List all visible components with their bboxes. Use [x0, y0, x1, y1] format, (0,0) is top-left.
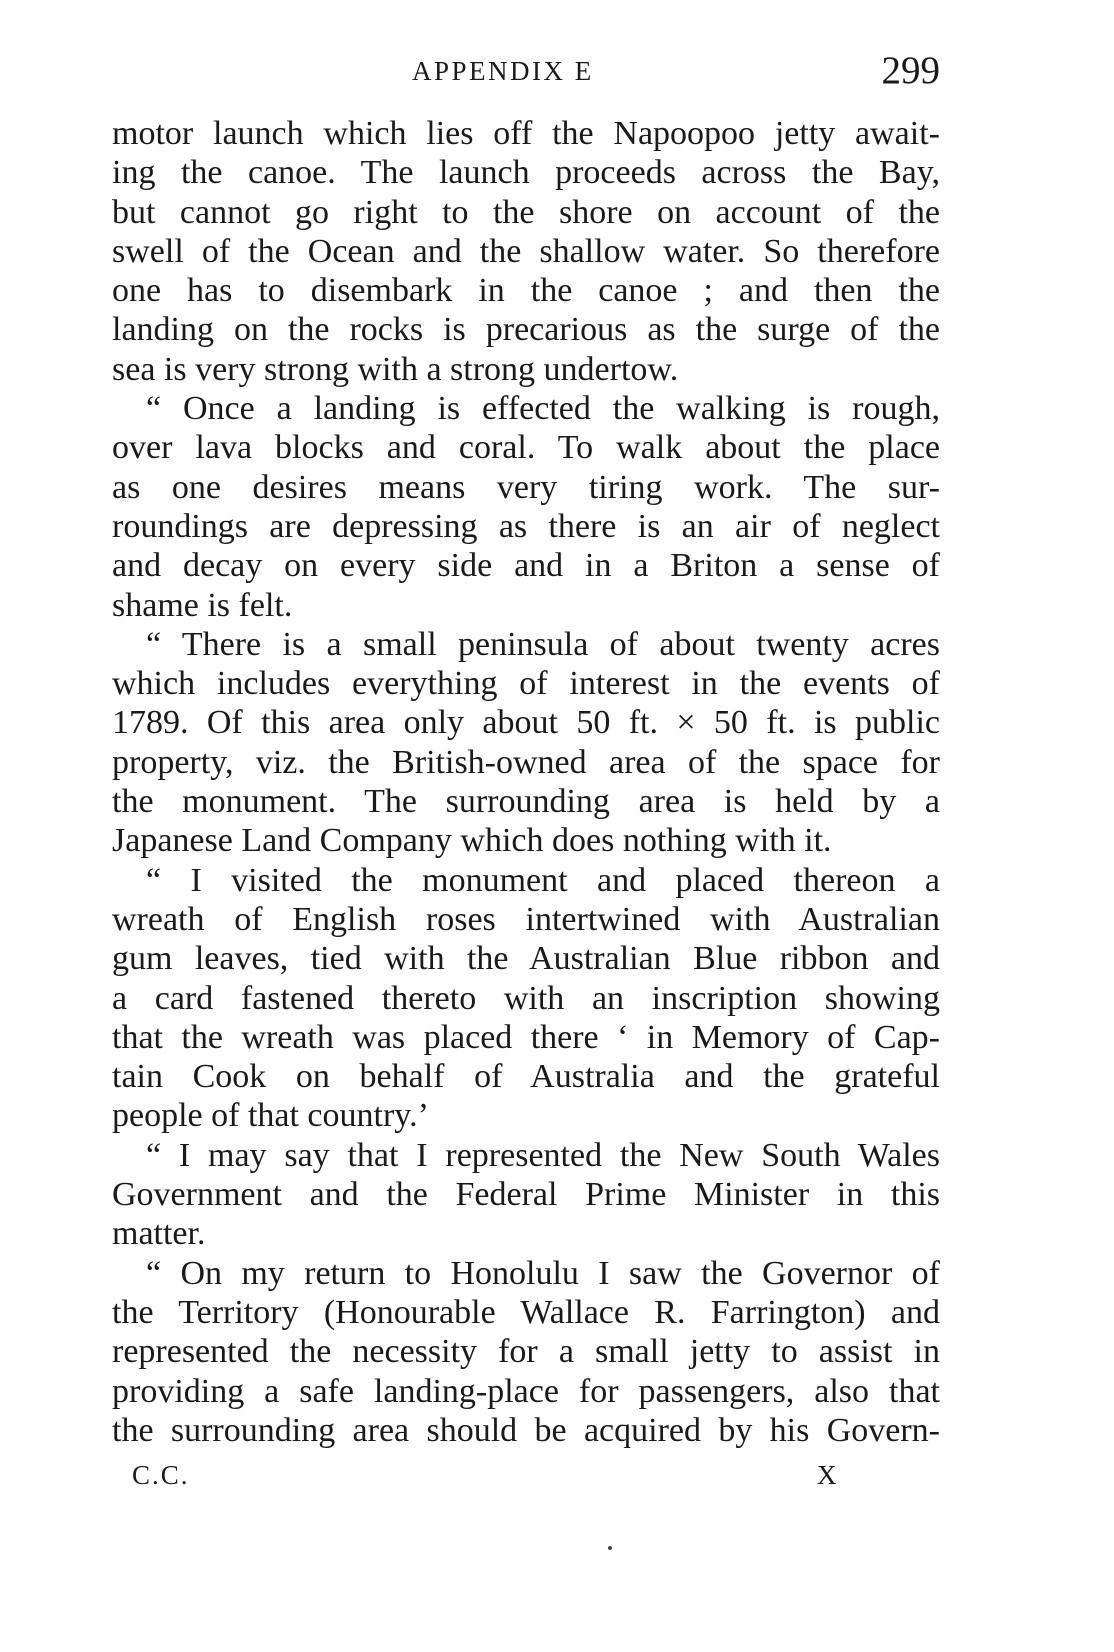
- text-line: the monument. The surrounding area is held by a: [112, 783, 940, 821]
- running-head-title: APPENDIX E: [412, 56, 594, 86]
- body-text: [112, 114, 940, 1450]
- signature-mark: C.C.: [132, 1460, 190, 1490]
- print-speck: [608, 1546, 612, 1550]
- text-line: wreath of English roses intertwined with Australian: [112, 900, 940, 938]
- text-line: Japanese Land Company which does nothing with it.: [112, 822, 832, 860]
- text-line: tain Cook on behalf of Australia and the grateful: [112, 1058, 940, 1096]
- text-line: a card fastened thereto with an inscription showing: [112, 979, 940, 1017]
- text-line: but cannot go right to the shore on account of the: [112, 193, 940, 231]
- text-line: “ I visited the monument and placed thereon a: [146, 861, 940, 899]
- text-line: 1789. Of this area only about 50 ft. × 50 ft. is public: [112, 704, 940, 742]
- running-head: [112, 49, 940, 102]
- text-line: as one desires means very tiring work. The sur-: [112, 468, 940, 506]
- text-line: “ On my return to Honolulu I saw the Governor of: [146, 1254, 940, 1292]
- text-line: gum leaves, tied with the Australian Blue ribbon and: [112, 940, 940, 978]
- text-line: the surrounding area should be acquired by his Govern-: [112, 1411, 940, 1449]
- text-line: motor launch which lies off the Napoopoo jetty await-: [112, 115, 940, 152]
- text-line: the Territory (Honourable Wallace R. Farrington) and: [112, 1293, 940, 1331]
- text-line: one has to disembark in the canoe ; and then the: [112, 272, 940, 310]
- sheet-signature: X: [817, 1460, 839, 1490]
- text-line: “ I may say that I represented the New South Wales: [146, 1136, 940, 1174]
- text-line: people of that country.’: [112, 1097, 429, 1135]
- page-number: 299: [881, 49, 940, 92]
- text-line: ing the canoe. The launch proceeds across the Bay,: [112, 154, 940, 192]
- text-line: providing a safe landing-place for passengers, also that: [112, 1372, 940, 1410]
- text-line: landing on the rocks is precarious as the surge of the: [112, 311, 940, 349]
- signature-line: [112, 1460, 940, 1500]
- text-line: swell of the Ocean and the shallow water. So therefore: [112, 232, 940, 270]
- text-line: matter.: [112, 1215, 206, 1253]
- text-line: that the wreath was placed there ‘ in Memory of Cap-: [112, 1018, 940, 1056]
- text-line: Government and the Federal Prime Minister in this: [112, 1176, 940, 1214]
- text-line: and decay on every side and in a Briton a sense of: [112, 547, 940, 585]
- text-line: “ There is a small peninsula of about twenty acres: [146, 625, 940, 663]
- text-line: shame is felt.: [112, 586, 293, 624]
- text-line: which includes everything of interest in the events of: [112, 665, 940, 703]
- text-line: over lava blocks and coral. To walk about the place: [112, 429, 940, 467]
- text-line: roundings are depressing as there is an air of neglect: [112, 507, 940, 545]
- text-line: sea is very strong with a strong undertow.: [112, 350, 679, 388]
- text-line: property, viz. the British-owned area of the space for: [112, 743, 940, 781]
- text-line: represented the necessity for a small jetty to assist in: [112, 1333, 940, 1371]
- text-line: “ Once a landing is effected the walking is rough,: [146, 390, 940, 428]
